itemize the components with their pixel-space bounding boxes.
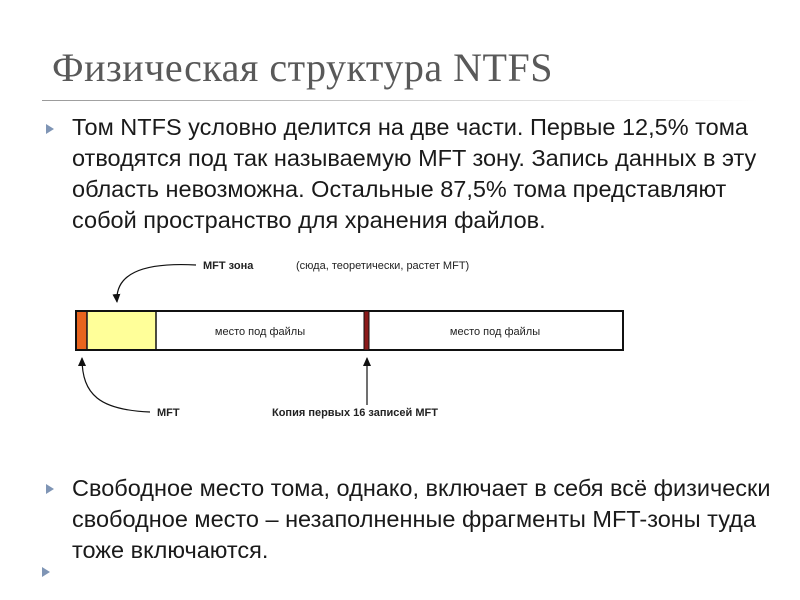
free-space-label-2: место под файлы xyxy=(449,326,541,338)
mft-label: MFT xyxy=(157,407,180,419)
free-space-label-1: место под файлы xyxy=(214,326,306,338)
mft-arrow xyxy=(82,358,150,412)
paragraph-volume-parts: Том NTFS условно делится на две части. Первые 12,5% тома отводятся под так называемую MFT зону. Запись данных в эту область невозможна. Остальные 87,5% тома представляют собой пространство для хранения файлов. xyxy=(72,114,757,233)
empty-bullet-arrow-icon xyxy=(42,567,50,577)
mft-copy-segment xyxy=(364,311,369,350)
mft-zone-note: (сюда, теоретически, растет MFT) xyxy=(296,260,470,272)
mft-zone-segment xyxy=(88,312,156,349)
mft-copy-label: Копия первых 16 записей MFT xyxy=(272,407,438,419)
mft-zone-label: MFT зона xyxy=(203,260,254,272)
mft-zone-arrow xyxy=(117,265,196,302)
bullet-arrow-icon xyxy=(46,484,54,494)
paragraph-free-space: Свободное место тома, однако, включает в себя всё физически свободное место – незаполненные фрагменты MFT-зоны туда тоже включаются. xyxy=(72,475,771,563)
mft-segment xyxy=(77,312,87,349)
slide-title: Физическая структура NTFS xyxy=(52,45,553,90)
volume-bar xyxy=(76,311,623,350)
